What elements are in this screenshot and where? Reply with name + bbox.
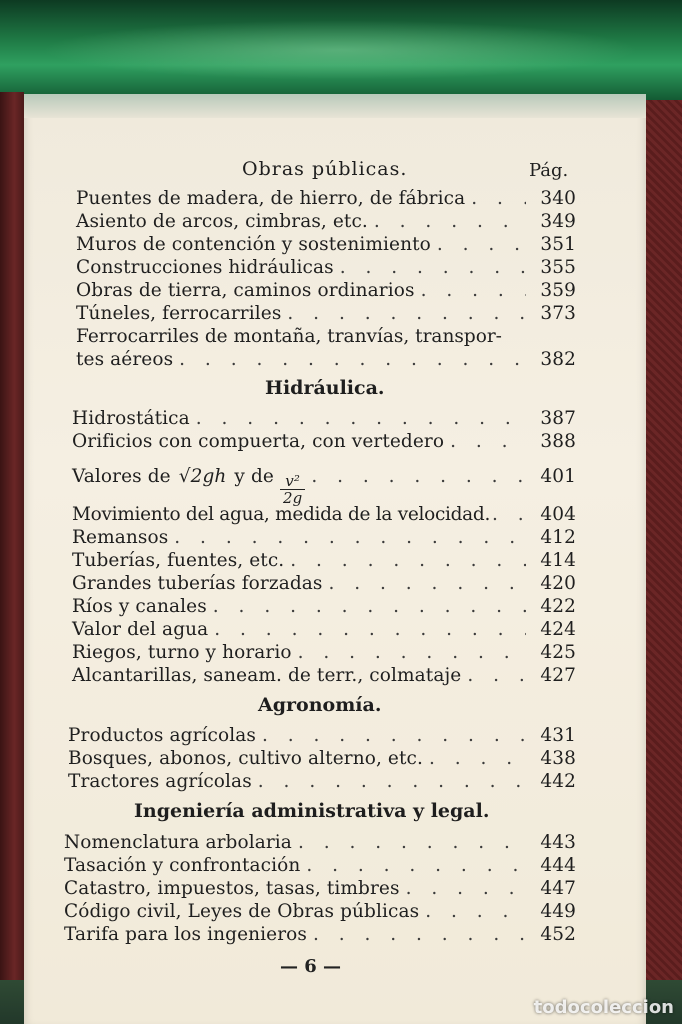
book-cover-left-edge <box>0 92 24 982</box>
toc-entry: Remansos . . . 412 <box>72 527 576 548</box>
toc-entry: Orificios con compuerta, con vertedero . . . 388 <box>72 431 576 452</box>
toc-entry: Bosques, abonos, cultivo alterno, etc. . . . 438 <box>68 748 576 769</box>
toc-entry: Movimiento del agua, medida de la velocidad. . . . 404 <box>72 504 576 525</box>
toc-entry: Túneles, ferrocarriles . . . 373 <box>76 303 576 324</box>
toc-entry: Catastro, impuestos, tasas, timbres . . . 447 <box>64 878 576 899</box>
section-title-agronomia: Agronomía. <box>258 694 382 716</box>
toc-entry: Muros de contención y sostenimiento . . . 351 <box>76 234 576 255</box>
toc-entry: Tuberías, fuentes, etc. . . . 414 <box>72 550 576 571</box>
toc-entry: Código civil, Leyes de Obras públicas . . . 449 <box>64 901 576 922</box>
toc-entry: Puentes de madera, de hierro, de fábrica . . . 340 <box>76 188 576 209</box>
formula-sqrt-2gh: √2gh <box>178 466 227 487</box>
toc-entry: Construcciones hidráulicas . . . 355 <box>76 257 576 278</box>
toc-entry: Valor del agua . . . 424 <box>72 619 576 640</box>
toc-entry: Grandes tuberías forzadas . . . 420 <box>72 573 576 594</box>
toc-entry: tes aéreos . . . 382 <box>76 349 576 370</box>
formula-v2-over-2g: v² 2g <box>280 473 305 506</box>
toc-entry: Tarifa para los ingenieros . . . 452 <box>64 924 576 945</box>
toc-entry: Hidrostática . . . 387 <box>72 408 576 429</box>
toc-entry: Asiento de arcos, cimbras, etc. . . . 349 <box>76 211 576 232</box>
section-title-ingenieria-administrativa: Ingeniería administrativa y legal. <box>134 800 490 822</box>
toc-entry-formula: Valores de √2gh y de v² 2g . . . 401 <box>72 466 576 502</box>
toc-entry: Nomenclatura arbolaria . . . 443 <box>64 832 576 853</box>
toc-entry: Productos agrícolas . . . 431 <box>68 725 576 746</box>
section-title-obras-publicas: Obras públicas. <box>242 158 408 180</box>
page-top-shadow <box>24 94 646 118</box>
green-cover-top <box>0 0 682 100</box>
watermark: todocoleccion <box>533 997 674 1018</box>
book-cover-right-edge <box>644 100 682 1000</box>
toc-entry: Riegos, turno y horario . . . 425 <box>72 642 576 663</box>
book-page <box>24 94 646 1024</box>
toc-entry-first-line: Ferrocarriles de montaña, tranvías, transpor- <box>76 326 502 347</box>
toc-entry: Ríos y canales . . . 422 <box>72 596 576 617</box>
page-number: — 6 — <box>280 956 342 977</box>
toc-entry: Alcantarillas, saneam. de terr., colmataje . . . 427 <box>72 665 576 686</box>
page-column-header: Pág. <box>529 160 569 181</box>
section-title-hidraulica: Hidráulica. <box>265 377 385 399</box>
toc-entry: Tractores agrícolas . . . 442 <box>68 771 576 792</box>
toc-entry: Tasación y confrontación . . . 444 <box>64 855 576 876</box>
toc-entry: Obras de tierra, caminos ordinarios . . . 359 <box>76 280 576 301</box>
